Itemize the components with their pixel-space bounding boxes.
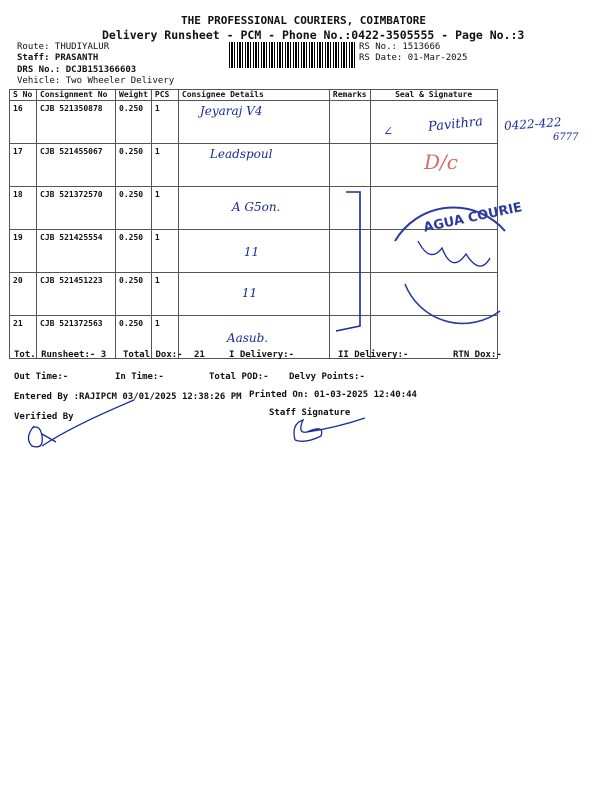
drs-number: DRS No.: DCJB151366603	[17, 65, 137, 75]
stamp-and-bracket	[330, 186, 580, 336]
col-sno: S No	[10, 90, 37, 101]
tot-runsheet: Tot. Runsheet:- 3	[14, 350, 107, 360]
i-delivery: I Delivery:-	[229, 350, 295, 360]
cell-sno: 18	[10, 187, 37, 230]
handwritten-mark: ∠	[383, 124, 394, 138]
handwritten-phone: 6777	[553, 132, 579, 143]
rs-date: RS Date: 01-Mar-2025	[359, 53, 468, 63]
cell-weight: 0.250	[116, 273, 152, 316]
out-time: Out Time:-	[14, 372, 69, 382]
col-pcs: PCS	[151, 90, 178, 101]
cell-weight: 0.250	[116, 101, 152, 144]
total-dox-value: 21	[194, 350, 205, 360]
col-consignment: Consignment No	[37, 90, 116, 101]
cell-remarks	[329, 144, 370, 187]
staff-signature-scribble	[285, 410, 375, 450]
staff-signature-label: Staff Signature	[269, 408, 351, 418]
handwritten-bracket	[336, 192, 360, 331]
handwritten-consignee: Aasub.	[226, 331, 269, 345]
cell-consignee	[178, 230, 329, 273]
handwritten-phone: 0422-422	[503, 115, 562, 133]
cell-sno: 20	[10, 273, 37, 316]
stamp-signature-scribble	[418, 241, 490, 266]
cell-sno: 19	[10, 230, 37, 273]
table-row	[10, 101, 498, 144]
handwritten-consignee: Leadspoul	[209, 147, 273, 161]
total-pod: Total POD:-	[209, 372, 269, 382]
in-time: In Time:-	[115, 372, 164, 382]
col-weight: Weight	[116, 90, 152, 101]
cell-consignment: CJB 521451223	[37, 273, 116, 316]
handwritten-consignee: A G5on.	[231, 200, 281, 214]
verified-signature	[12, 398, 142, 458]
verified-by: Verified By	[14, 412, 74, 422]
handwritten-red-mark: D/c	[424, 150, 458, 174]
cell-consignment: CJB 521372570	[37, 187, 116, 230]
col-seal: Seal & Signature	[370, 90, 497, 101]
handwritten-consignee: 11	[241, 286, 258, 300]
col-consignee: Consignee Details	[178, 90, 329, 101]
cell-sno: 21	[10, 316, 37, 359]
staff-label: Staff: PRASANTH	[17, 53, 99, 63]
barcode-image	[229, 42, 355, 68]
cell-weight: 0.250	[116, 230, 152, 273]
cell-pcs: 1	[151, 273, 178, 316]
cell-sno: 17	[10, 144, 37, 187]
cell-consignment: CJB 521455067	[37, 144, 116, 187]
cell-consignment: CJB 521350878	[37, 101, 116, 144]
col-remarks: Remarks	[329, 90, 370, 101]
cell-remarks	[329, 101, 370, 144]
cell-weight: 0.250	[116, 144, 152, 187]
cell-consignee	[178, 273, 329, 316]
cell-consignment: CJB 521425554	[37, 230, 116, 273]
handwritten-consignee: 11	[243, 245, 260, 259]
stamp-ring	[405, 284, 500, 323]
ii-delivery: II Delivery:-	[338, 350, 409, 360]
rtn-dox: RTN Dox:-	[453, 350, 502, 360]
cell-pcs: 1	[151, 101, 178, 144]
cell-consignee	[178, 187, 329, 230]
cell-pcs: 1	[151, 187, 178, 230]
handwritten-signature: Pavithra	[427, 114, 484, 135]
cell-consignment: CJB 521372563	[37, 316, 116, 359]
route-label: Route: THUDIYALUR	[17, 42, 110, 52]
cell-pcs: 1	[151, 144, 178, 187]
runsheet-subtitle: Delivery Runsheet - PCM - Phone No.:0422-3505555 - Page No.:3	[102, 28, 525, 42]
cell-sno: 16	[10, 101, 37, 144]
cell-consignee	[178, 144, 329, 187]
rs-number: RS No.: 1513666	[359, 42, 441, 52]
entered-by: Entered By :RAJIPCM 03/01/2025 12:38:26 PM	[14, 392, 242, 402]
cell-consignee	[178, 101, 329, 144]
stamp-text: AGUA COURIE	[422, 200, 524, 236]
delvy-points: Delvy Points:-	[289, 372, 365, 382]
printed-on: Printed On: 01-03-2025 12:40:44	[249, 390, 417, 400]
company-title: THE PROFESSIONAL COURIERS, COIMBATORE	[181, 14, 427, 27]
cell-weight: 0.250	[116, 316, 152, 359]
total-dox-label: Total Dox:-	[123, 350, 183, 360]
cell-weight: 0.250	[116, 187, 152, 230]
handwritten-consignee: Jeyaraj V4	[199, 104, 263, 118]
table-header-row	[10, 90, 498, 101]
cell-pcs: 1	[151, 230, 178, 273]
vehicle-label: Vehicle: Two Wheeler Delivery	[17, 76, 175, 86]
cell-pcs: 1	[151, 316, 178, 359]
